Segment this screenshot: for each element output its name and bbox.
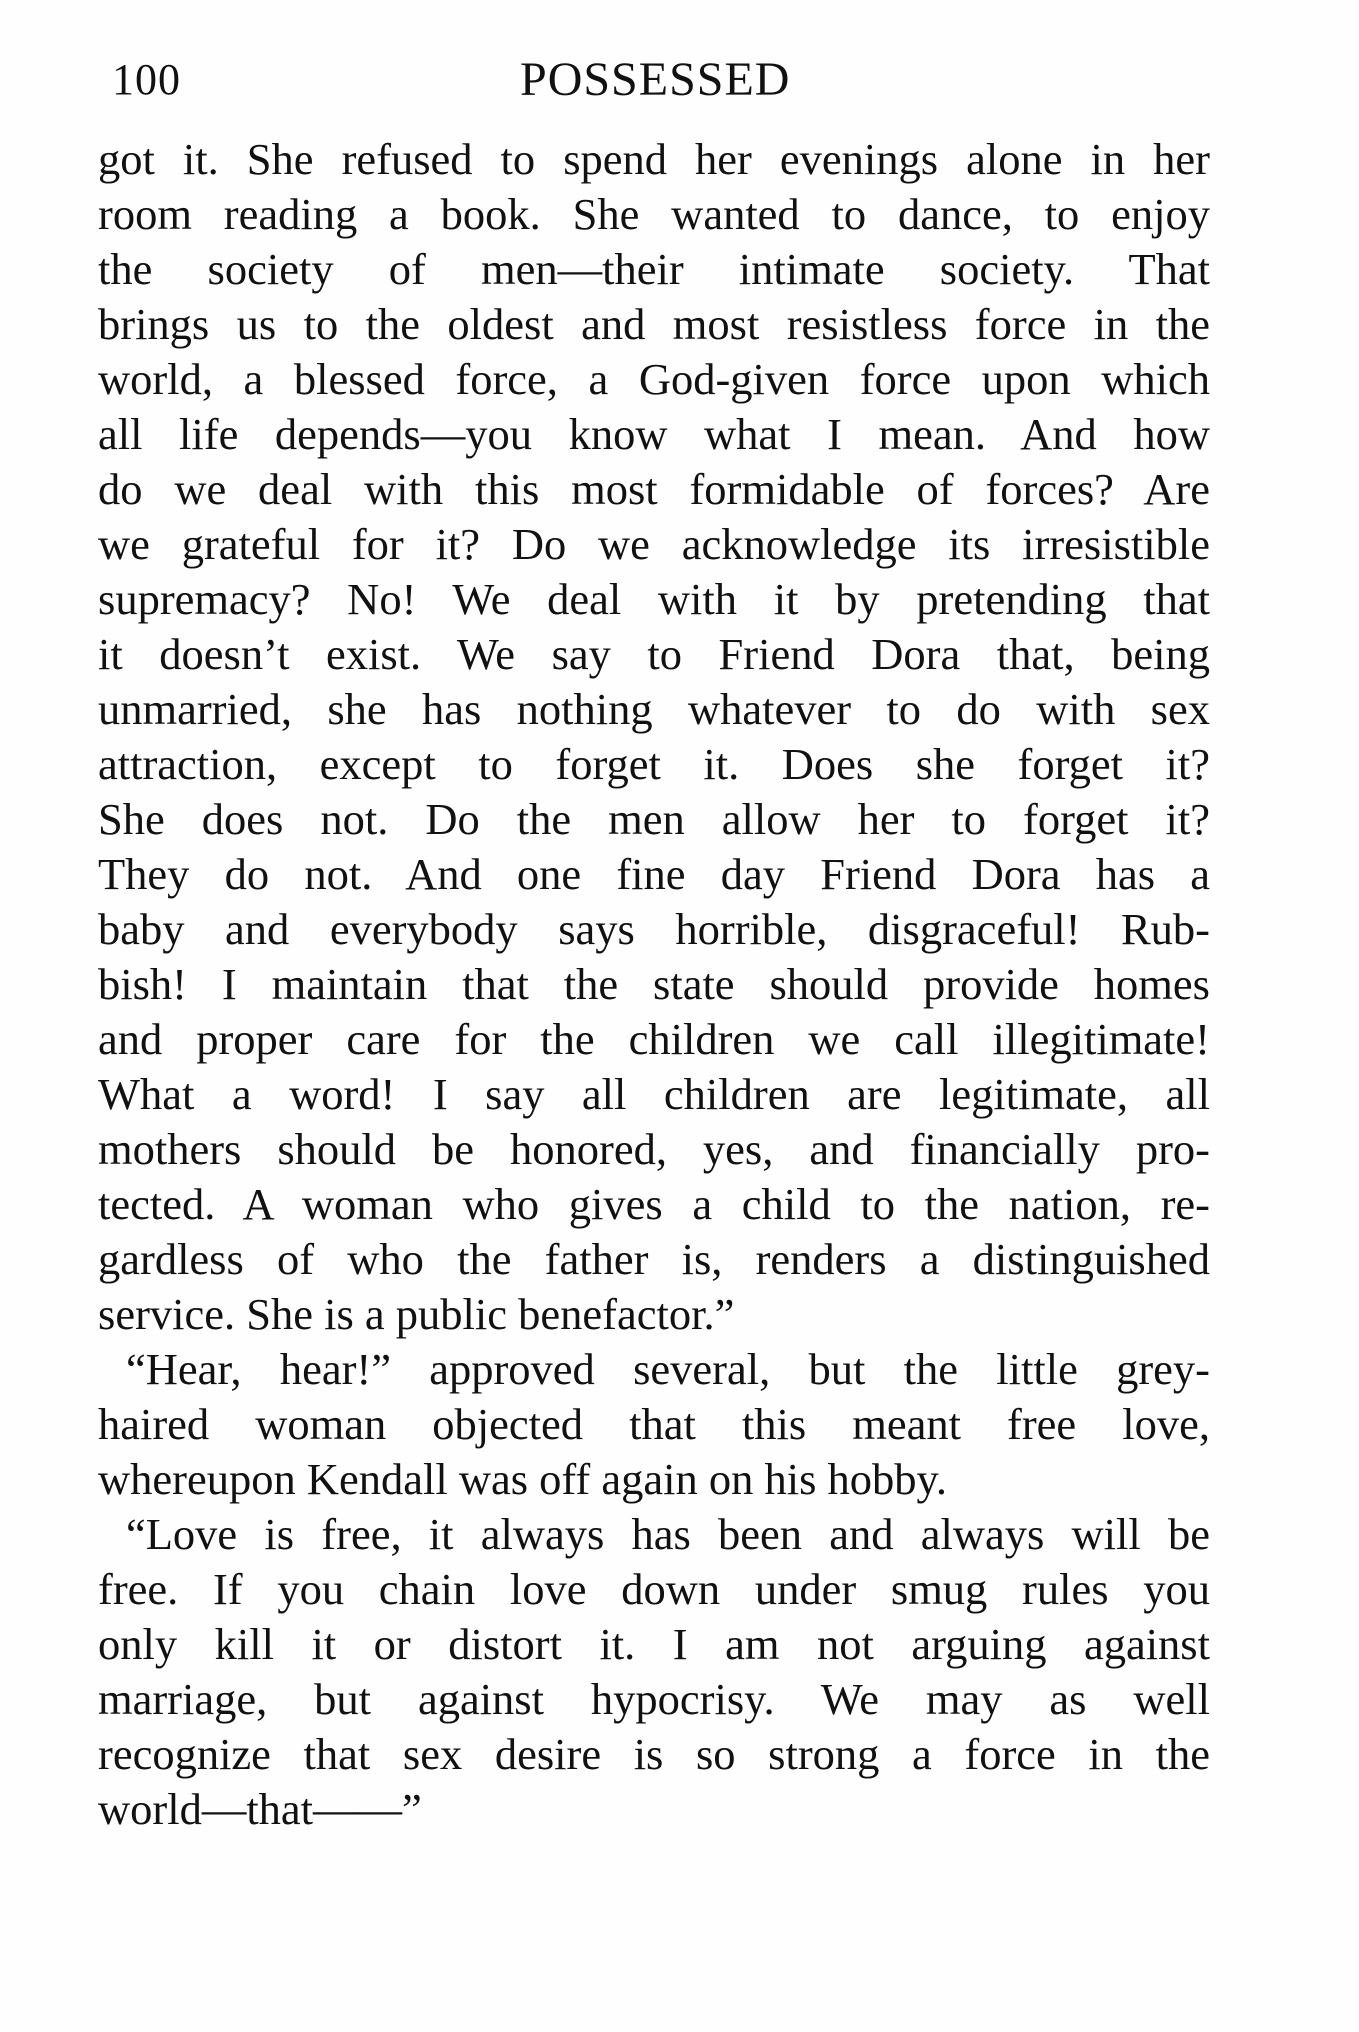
text-line: and proper care for the children we call illegitimate! xyxy=(98,1014,1210,1064)
text-line: mothers should be honored, yes, and financially pro- xyxy=(98,1124,1210,1174)
text-line: haired woman objected that this meant free love, xyxy=(98,1399,1210,1449)
page-number: 100 xyxy=(112,55,181,104)
text-line: She does not. Do the men allow her to forget it? xyxy=(98,794,1210,844)
text-line: we grateful for it? Do we acknowledge its irresistible xyxy=(98,519,1210,569)
text-line: marriage, but against hypocrisy. We may as well xyxy=(98,1674,1210,1724)
text-line: room reading a book. She wanted to dance, to enjoy xyxy=(98,189,1210,239)
text-line: only kill it or distort it. I am not arguing against xyxy=(98,1619,1210,1669)
text-line: “Hear, hear!” approved several, but the little grey- xyxy=(126,1344,1210,1394)
running-title: POSSESSED xyxy=(520,53,791,106)
body-text xyxy=(98,132,1210,1837)
text-line: bish! I maintain that the state should provide homes xyxy=(98,959,1210,1009)
text-line: do we deal with this most formidable of forces? Are xyxy=(98,464,1210,514)
text-line: unmarried, she has nothing whatever to do with sex xyxy=(98,684,1210,734)
text-line: What a word! I say all children are legitimate, all xyxy=(98,1069,1210,1119)
text-line: gardless of who the father is, renders a distinguished xyxy=(98,1234,1210,1284)
text-line: free. If you chain love down under smug rules you xyxy=(98,1564,1210,1614)
text-line: recognize that sex desire is so strong a force in the xyxy=(98,1729,1210,1779)
text-line: baby and everybody says horrible, disgraceful! Rub- xyxy=(98,904,1210,954)
text-line: supremacy? No! We deal with it by pretending that xyxy=(98,574,1210,624)
text-line: world, a blessed force, a God-given force upon which xyxy=(98,354,1210,404)
text-line: brings us to the oldest and most resistless force in the xyxy=(98,299,1210,349)
text-line: tected. A woman who gives a child to the nation, re- xyxy=(98,1179,1210,1229)
text-line: all life depends—you know what I mean. And how xyxy=(98,409,1210,459)
text-line: They do not. And one fine day Friend Dora has a xyxy=(98,849,1210,899)
text-line: got it. She refused to spend her evenings alone in her xyxy=(98,134,1210,184)
text-line: it doesn’t exist. We say to Friend Dora that, being xyxy=(98,629,1210,679)
text-line: service. She is a public benefactor.” xyxy=(98,1289,735,1339)
text-line: “Love is free, it always has been and always will be xyxy=(126,1509,1210,1559)
text-line: whereupon Kendall was off again on his hobby. xyxy=(98,1454,948,1504)
page-header xyxy=(100,48,1210,108)
text-line: world—that——” xyxy=(98,1784,422,1834)
text-line: attraction, except to forget it. Does she forget it? xyxy=(98,739,1210,789)
text-line: the society of men—their intimate society. That xyxy=(98,244,1210,294)
